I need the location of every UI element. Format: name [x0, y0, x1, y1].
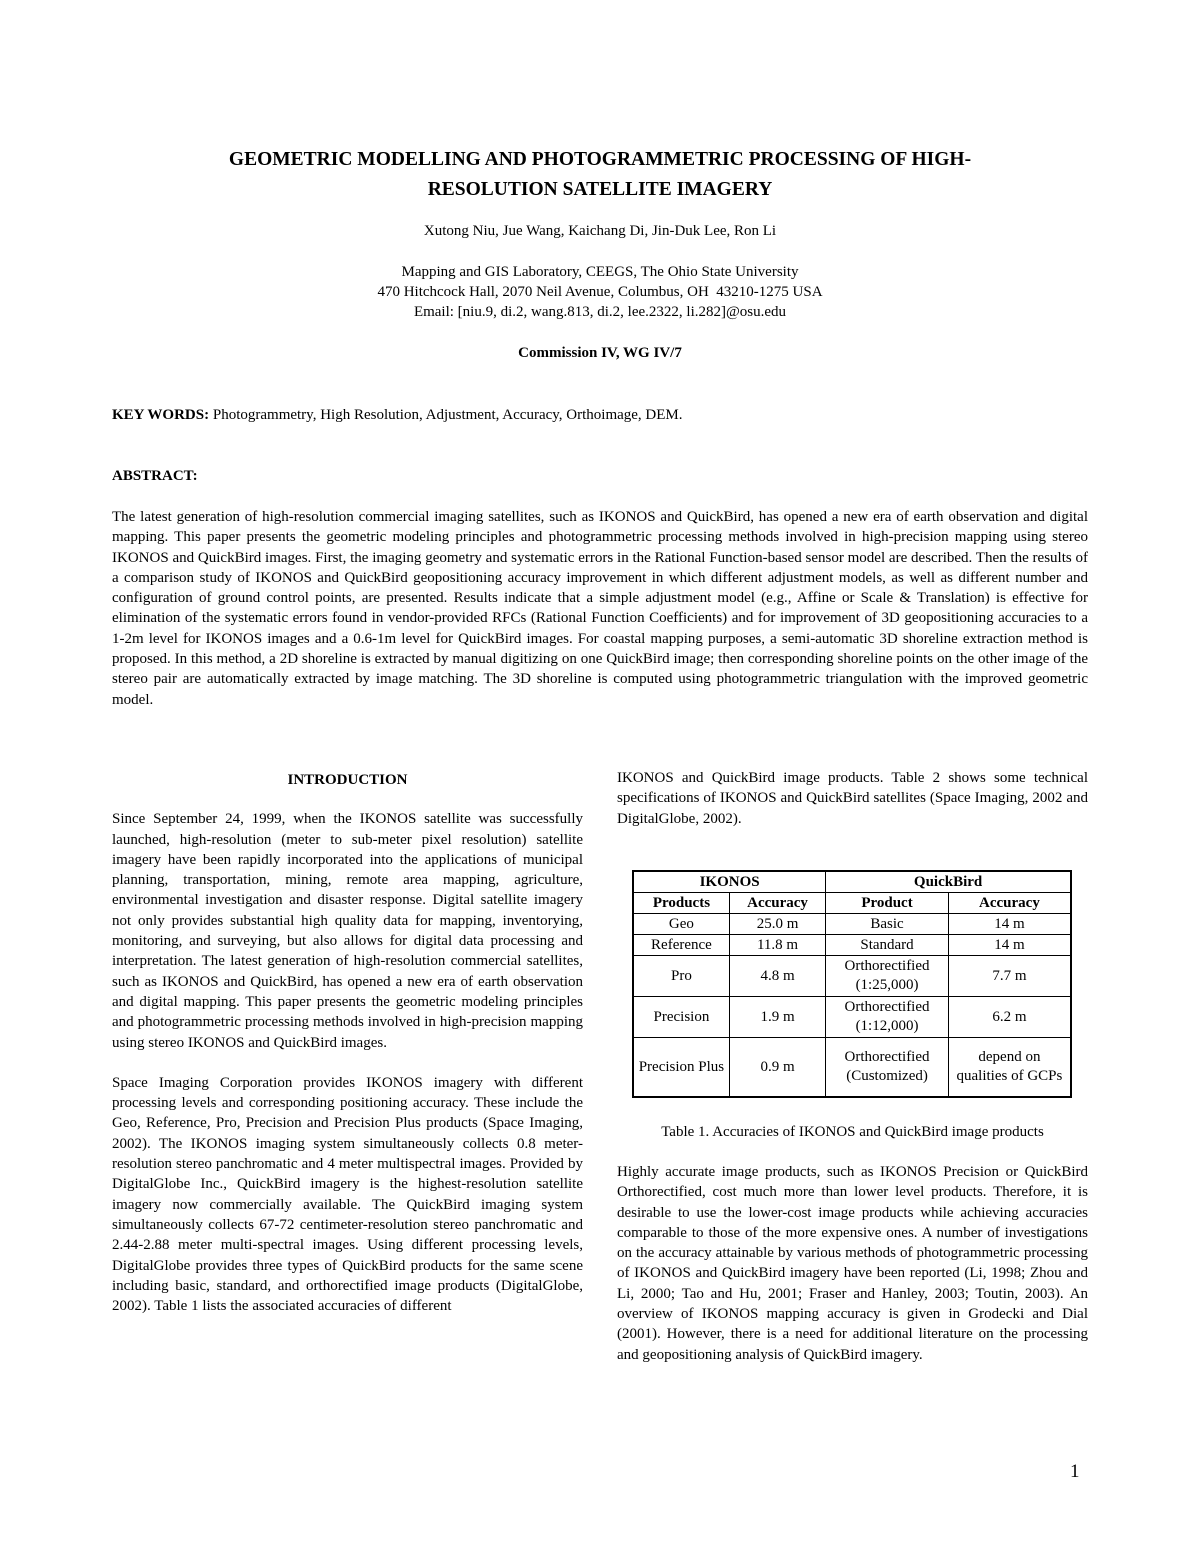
table-cell: depend on qualities of GCPs — [948, 1038, 1071, 1098]
table-header-accuracy: Accuracy — [729, 893, 825, 914]
table-row — [633, 997, 1071, 1038]
table-caption: Table 1. Accuracies of IKONOS and QuickBird image products — [661, 1124, 1044, 1140]
table-cell: Orthorectified (1:12,000) — [826, 997, 949, 1038]
table-group-quickbird: QuickBird — [826, 871, 1071, 893]
table-cell: Pro — [633, 956, 729, 997]
table-cell: Standard — [826, 935, 949, 956]
left-column — [112, 770, 583, 1316]
intro-paragraph-1: Since September 24, 1999, when the IKONOS satellite was successfully launched, high-resolution (meter to sub-meter pixel resolution) satellite imagery have been rapidly incorporated into the applications of municipal planning, transportation, mining, remote area mapping, agriculture, environmental investigation and disaster response. Digital satellite imagery not only provides substantial high quality data for mapping, inventorying, monitoring, and surveying, but also allows for digital data processing and interpretation. The latest generation of high-resolution commercial satellites, such as IKONOS and QuickBird, has opened a new era of earth observation and digital mapping. This paper presents the geometric modeling principles and photogrammetric processing methods involved in high-precision mapping using stereo IKONOS and QuickBird images. — [112, 811, 583, 1051]
commission: Commission IV, WG IV/7 — [518, 345, 682, 361]
authors: Xutong Niu, Jue Wang, Kaichang Di, Jin-Duk Lee, Ron Li — [423, 223, 777, 239]
table-cell: Geo — [633, 914, 729, 935]
affiliation-email: Email: [niu.9, di.2, wang.813, di.2, lee.2322, li.282]@osu.edu — [413, 304, 787, 320]
abstract-heading: ABSTRACT: — [112, 468, 198, 484]
table-cell: 1.9 m — [729, 997, 825, 1038]
right-column-top — [617, 768, 1088, 829]
title-line-1: GEOMETRIC MODELLING AND PHOTOGRAMMETRIC PROCESSING OF HIGH- — [228, 149, 972, 170]
table-group-row — [633, 871, 1071, 893]
table-cell: Precision Plus — [633, 1038, 729, 1098]
right-column-bottom — [617, 1162, 1088, 1365]
accuracy-table — [632, 870, 1072, 1098]
table-row — [633, 914, 1071, 935]
introduction-heading: INTRODUCTION — [287, 772, 408, 788]
page-number: 1 — [1070, 1461, 1080, 1482]
table-cell: Orthorectified (1:25,000) — [826, 956, 949, 997]
table-cell: Orthorectified (Customized) — [826, 1038, 949, 1098]
keywords — [112, 405, 1088, 425]
table-cell: Basic — [826, 914, 949, 935]
affiliation — [112, 262, 1088, 322]
table-cell: 14 m — [948, 935, 1071, 956]
table-group-ikonos: IKONOS — [633, 871, 826, 893]
table-cell: 11.8 m — [729, 935, 825, 956]
table-cell: Precision — [633, 997, 729, 1038]
table-cell: Reference — [633, 935, 729, 956]
paper-title — [112, 145, 1088, 205]
table-header-products: Products — [633, 893, 729, 914]
keywords-list: Photogrammetry, High Resolution, Adjustment, Accuracy, Orthoimage, DEM. — [209, 407, 683, 423]
table-header-row — [633, 893, 1071, 914]
affiliation-line-1: Mapping and GIS Laboratory, CEEGS, The Ohio State University — [401, 264, 799, 280]
table-header-product: Product — [826, 893, 949, 914]
table-cell: 7.7 m — [948, 956, 1071, 997]
right-paragraph-1: IKONOS and QuickBird image products. Table 2 shows some technical specifications of IKONOS and QuickBird satellites (Space Imaging, 2002 and DigitalGlobe, 2002). — [617, 770, 1088, 827]
table-cell: 0.9 m — [729, 1038, 825, 1098]
table-header-accuracy-qb: Accuracy — [948, 893, 1071, 914]
table-row — [633, 956, 1071, 997]
table-row — [633, 935, 1071, 956]
table-cell: 4.8 m — [729, 956, 825, 997]
keywords-label: KEY WORDS: — [112, 407, 210, 423]
table-cell: 25.0 m — [729, 914, 825, 935]
table-row — [633, 1038, 1071, 1098]
intro-paragraph-2: Space Imaging Corporation provides IKONOS imagery with different processing levels and corresponding positioning accuracy. These include the Geo, Reference, Pro, Precision and Precision Plus products (Space Imaging, 2002). The IKONOS imaging system simultaneously collects 0.8 meter-resolution stereo panchromatic and 4 meter multispectral images. Provided by DigitalGlobe Inc., QuickBird imagery is the highest-resolution satellite imagery now commercially available. The QuickBird imaging system simultaneously collects 67-72 centimeter-resolution stereo panchromatic and 2.44-2.88 meter multi-spectral images. Using different processing levels, DigitalGlobe provides three types of QuickBird products for the same scene including basic, standard, and orthorectified image products (DigitalGlobe, 2002). Table 1 lists the associated accuracies of different — [112, 1074, 583, 1315]
table-cell: 14 m — [948, 914, 1071, 935]
right-paragraph-2: Highly accurate image products, such as IKONOS Precision or QuickBird Orthorectified, cost much more than lower level products. Therefore, it is desirable to use the lower-cost image products while achieving accuracies comparable to those of the more expensive ones. A number of investigations on the accuracy attainable by various methods of photogrammetric processing of IKONOS and QuickBird imagery have been reported (Li, 1998; Zhou and Li, 2000; Tao and Hu, 2001; Fraser and Hanley, 2003; Toutin, 2003). An overview of IKONOS mapping accuracy is given in Grodecki and Dial (2001). However, there is a need for additional literature on the processing and geopositioning analysis of QuickBird imagery. — [617, 1164, 1088, 1363]
table-cell: 6.2 m — [948, 997, 1071, 1038]
affiliation-line-2: 470 Hitchcock Hall, 2070 Neil Avenue, Columbus, OH 43210-1275 USA — [377, 284, 823, 300]
title-line-2: RESOLUTION SATELLITE IMAGERY — [427, 179, 773, 200]
abstract-body: The latest generation of high-resolution commercial imaging satellites, such as IKONOS and QuickBird, has opened a new era of earth observation and digital mapping. This paper presents the geometric modeling principles and photogrammetric processing methods involved in high-precision mapping using stereo IKONOS and QuickBird images. First, the imaging geometry and systematic errors in the Rational Function-based sensor model are described. Then the results of a comparison study of IKONOS and QuickBird geopositioning accuracy improvement in which different adjustment models, as well as different number and configuration of ground control points, are presented. Results indicate that a simple adjustment model (e.g., Affine or Scale & Translation) is effective for elimination of the systematic errors found in vendor-provided RFCs (Rational Function Coefficients) and for improvement of 3D geopositioning accuracies to a 1-2m level for IKONOS images and a 0.6-1m level for QuickBird images. For coastal mapping purposes, a semi-automatic 3D shoreline extraction method is proposed. In this method, a 2D shoreline is extracted by manual digitizing on one QuickBird image; then corresponding shoreline points on the other image of the stereo pair are automatically extracted by image matching. The 3D shoreline is computed using photogrammetric triangulation with the improved geometric model. — [112, 509, 1088, 708]
